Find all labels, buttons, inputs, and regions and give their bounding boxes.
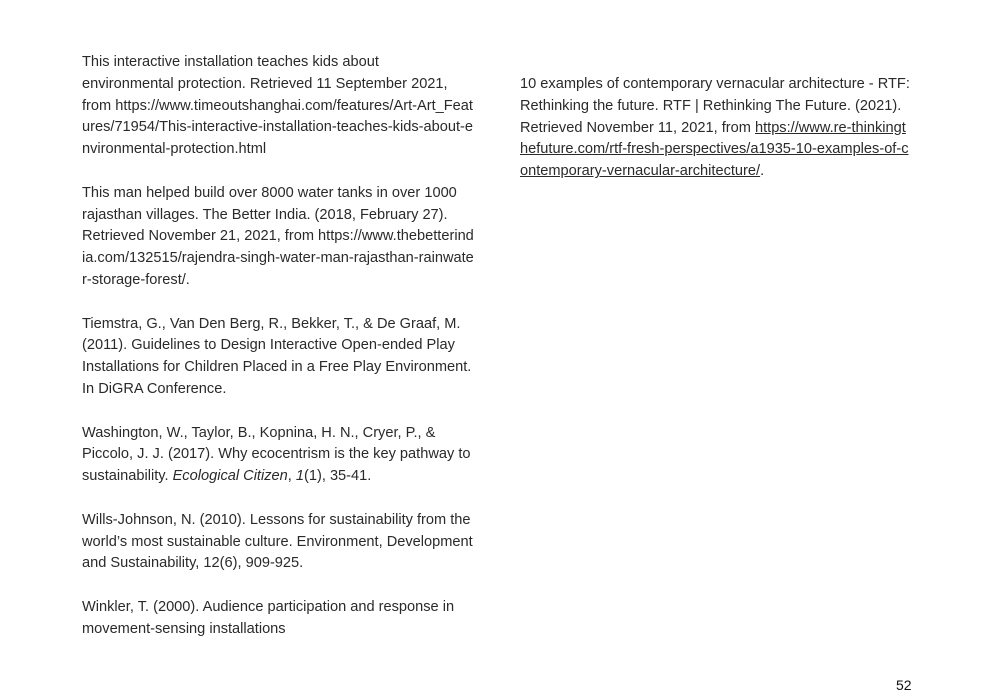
reference-tiemstra	[82, 314, 474, 401]
reference-better-india	[82, 183, 474, 292]
reference-url: https://www.thebetterindia.com/132515/rajendra-singh-water-man-rajasthan-rainwater-storage-forest/.	[82, 228, 474, 288]
reference-washington	[82, 423, 474, 488]
page-number: 52	[896, 677, 912, 693]
references-right-column	[520, 74, 912, 205]
reference-text: Tiemstra, G., Van Den Berg, R., Bekker, T., & De Graaf, M. (2011). Guidelines to Design Interactive Open-ended Play Installations for Children Placed in a Free Play Environment. In DiGRA Conference.	[82, 315, 472, 397]
references-left-column	[82, 52, 474, 662]
reference-text: This interactive installation teaches kids about environmental protection. Retrieved 11 September 2021, from	[82, 54, 448, 114]
reference-text: Washington, W., Taylor, B., Kopnina, H. N., Cryer, P., & Piccolo, J. J. (2017). Why ecocentrism is the key pathway to sustainability.	[82, 424, 471, 485]
reference-text: Winkler, T. (2000). Audience participation and response in movement-sensing installations	[82, 598, 455, 637]
reference-wills-johnson	[82, 510, 474, 575]
journal-volume: 1	[295, 468, 304, 485]
reference-winkler	[82, 597, 474, 641]
reference-rtf	[520, 74, 912, 183]
reference-timeout-shanghai	[82, 52, 474, 161]
reference-url: https://www.timeoutshanghai.com/features/Art-Art_Features/71954/This-interactive-installation-teaches-kids-about-environmental-protection.html	[82, 97, 473, 158]
journal-title: Ecological Citizen	[172, 468, 288, 485]
reference-text-end: (1), 35-41.	[304, 468, 372, 485]
reference-text: Wills-Johnson, N. (2010). Lessons for sustainability from the world’s most sustainable culture. Environment, Development and Sustainability, 12(6), 909-925.	[82, 511, 473, 572]
reference-text: This man helped build over 8000 water tanks in over 1000 rajasthan villages. The Better India. (2018, February 27). Retrieved November 21, 2021, from	[82, 184, 457, 245]
reference-link[interactable]: https://www.re-thinkingthefuture.com/rtf-fresh-perspectives/a1935-10-examples-of-contemporary-vernacular-architecture/	[520, 119, 909, 180]
reference-trailing: .	[760, 163, 765, 180]
reference-text: 10 examples of contemporary vernacular architecture - RTF: Rethinking the future. RTF | Rethinking The Future. (2021). Retrieved November 11, 2021, from	[520, 76, 910, 136]
reference-separator: ,	[287, 468, 296, 485]
